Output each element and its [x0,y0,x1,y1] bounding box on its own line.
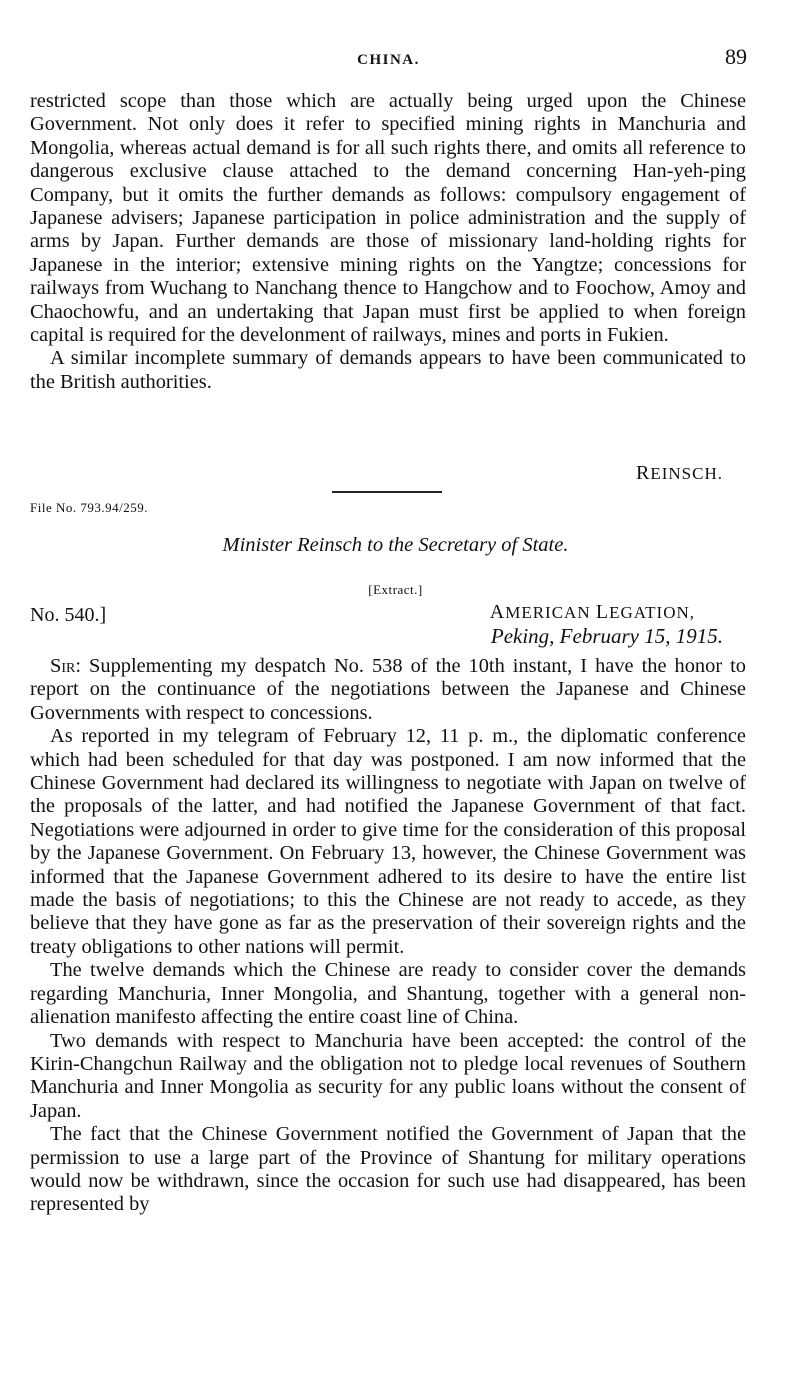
legation-initial: A [489,601,506,623]
paragraph: A similar incomplete summary of demands appears to have been communicated to the British authorities. [30,347,746,393]
legation-initial-2: L [595,601,610,623]
file-number: File No. 793.94/259. [30,500,148,515]
paragraph [30,655,746,725]
signature-initial: R [636,462,651,484]
letter-body [30,655,746,1217]
section-divider [332,491,442,493]
legation-name [490,601,695,624]
despatch-number: No. 540.] [30,604,107,626]
paragraph: Two demands with respect to Manchuria have been accepted: the control of the Kirin-Changchun Railway and the obligation not to pledge local revenues of Southern Manchuria and Inner Mongolia as security for any public loans without the consent of Japan. [30,1029,746,1122]
salutation: Sir [50,655,76,677]
legation-rest: MERICAN [505,603,596,622]
continued-text-block [30,90,746,394]
paragraph: The fact that the Chinese Government notified the Government of Japan that the permission to use a large part of the Province of Shantung for military operations would now be withdrawn, since the occasion for such use had disappeared, has been represented by [30,1123,746,1216]
signature [636,462,723,485]
paragraph-text: : Supplementing my despatch No. 538 of the 10th instant, I have the honor to report on the continuance of the negotiations between the Japanese and Chinese Governments with respect to concessions. [30,655,746,724]
paragraph: As reported in my telegram of February 12, 11 p. m., the diplomatic conference which had been scheduled for that day was postponed. I am now informed that the Chinese Government had declared its willingness to negotiate with Japan on twelve of the proposals of the latter, and had notified the Japanese Government of that fact. Negotiations were adjourned in order to give time for the consideration of this proposal by the Japanese Government. On February 13, however, the Chinese Government was informed that the Japanese Government adhered to its desire to have the entire list made the basis of negotiations; to this the Chinese are not ready to accede, as they believe that they have gone as far as the preservation of their sovereign rights and the treaty obligations to other nations will permit. [30,725,746,958]
extract-label: [Extract.] [368,582,423,597]
running-head [30,44,747,74]
page-number: 89 [725,44,747,69]
legation-rest-2: EGATION, [609,603,695,622]
paragraph: The twelve demands which the Chinese are ready to consider cover the demands regarding Manchuria, Inner Mongolia, and Shantung, together with a general non-alienation manifesto affecting the entire coast line of China. [30,959,746,1029]
running-title: CHINA. [357,52,420,68]
paragraph: restricted scope than those which are actually being urged upon the Chinese Government. Not only does it refer to specified mining rights in Manchuria and Mongolia, whereas actual demand is for all such rights there, and omits all reference to dangerous exclusive clause attached to the demand concerning Han-yeh-ping Company, but it omits the further demands as follows: compulsory engagement of Japanese advisers; Japanese participation in police administration and the supply of arms by Japan. Further demands are those of missionary land-holding rights for Japanese in the interior; extensive mining rights on the Yangtze; concessions for railways from Wuchang to Nanchang thence to Hangchow and to Foochow, Amoy and Chaochowfu, and an undertaking that Japan must first be applied to when foreign capital is required for the develonment of railways, mines and ports in Fukien. [30,90,746,347]
dateline: Peking, February 15, 1915. [490,624,723,648]
document-heading: Minister Reinsch to the Secretary of State. [222,534,569,556]
signature-rest: EINSCH. [650,464,723,483]
